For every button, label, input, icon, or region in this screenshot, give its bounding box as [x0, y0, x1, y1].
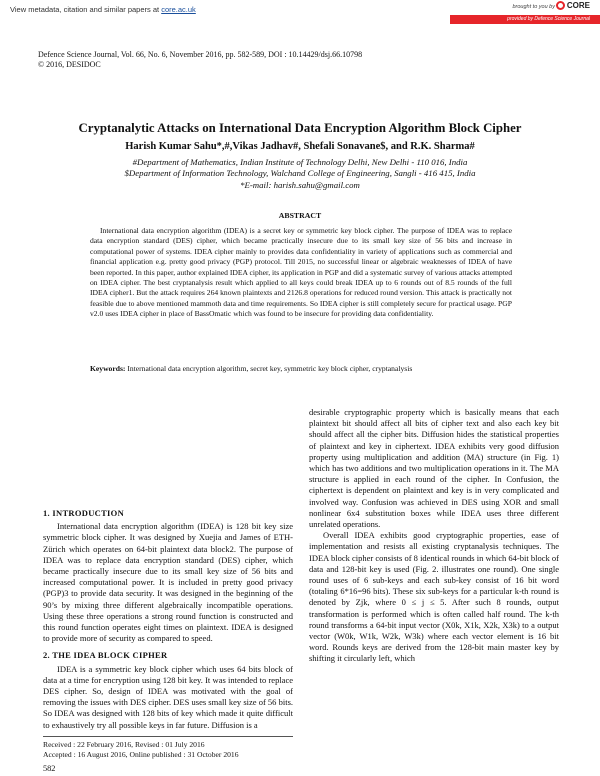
affiliation-math: #Department of Mathematics, Indian Institute of Technology Delhi, New Delhi - 110 016, India — [132, 157, 468, 167]
keywords-label: Keywords: — [90, 364, 126, 373]
section-heading-idea-block-cipher: 2. THE IDEA BLOCK CIPHER — [43, 650, 168, 661]
brought-by-text: brought to you by — [512, 4, 555, 10]
paragraph-idea-block-cipher: IDEA is a symmetric key block cipher which uses 64 bits block of data at a time for encryption using 128 bit key. It was intended to replace DES cipher. So, design of IDEA was motivated with the goal of removing the issues with DES cipher. DES uses small key size of 56 bits. So IDEA was designed with 128 bits of key which made it quite difficult to exhaustively try all possible keys in far future. Diffusion is a — [43, 663, 293, 730]
footnote-divider — [43, 736, 293, 737]
paragraph-diffusion: desirable cryptographic property which is basically means that each plaintext bit should affect all bits of cipher text and also each key bit should affect all the cipher bits. Diffusion hides the statistical properties of plaintext and key in ciphertext. IDEA exhibits very good diffusion property using multiplication and addition (MA) structure (in Fig. 1) which has two additions and two multiplication operations in it. The MA structure is applied in each round of the cipher. In Confusion, the ciphertext is dependent on plaintext and key is in very complicated and involved way. Confusion was achieved in DES using XOR and small nonlinear 6x4 substitution boxes while IDEA uses three different unrelated operations. — [309, 407, 559, 530]
author-email: *E-mail: harish.sahu@gmail.com — [240, 180, 360, 190]
abstract-heading: ABSTRACT — [278, 211, 322, 220]
keywords-list: International data encryption algorithm, secret key, symmetric key block cipher, cryptanalysis — [127, 364, 413, 373]
keywords — [90, 364, 530, 373]
page-number: 582 — [43, 764, 56, 773]
core-ring-icon — [556, 1, 565, 10]
paragraph-introduction: International data encryption algorithm (IDEA) is 128 bit key size symmetric block cipher. It was designed by Xuejia and James of ETH-Zürich which operates on 64-bit plaintext data block2. The purpose of IDEA was to replace data encryption standard (DES) cipher, which became practically insecure due to its small key size of 56 bits and increased computational power. It is included in pretty good privacy (PGP)3 to provide data security. It was designed in the beginning of the 90’s by mixing three different algebraically incompatible operations. Using these three operations a strong round function is constructed and this round function operates eight times on plaintext. IDEA is designed to provide more of security as compared to speed. — [43, 521, 293, 644]
affiliation-it: $Department of Information Technology, Walchand College of Engineering, Sangli - 416 415, India — [124, 168, 476, 178]
accepted-line: Accepted : 16 August 2016, Online published : 31 October 2016 — [43, 749, 239, 759]
citation-line: Defence Science Journal, Vol. 66, No. 6, November 2016, pp. 582-589, DOI : 10.14429/dsj.66.10798 — [38, 50, 363, 59]
abstract-text: International data encryption algorithm (IDEA) is a secret key or symmetric key block cipher. The purpose of IDEA was to replace data encryption standard (DES) cipher, which became practically insecure due to its small key size of 56 bits and increase in computational power of systems. IDEA cipher mainly to provides data confidentiality in variety of applications such as commercial and financial application e.g. pretty good privacy (PGP) protocol. Till 2015, no successful linear or algebraic weaknesses of IDEA of have been reported. In this paper, author explained IDEA cipher, its application in PGP and did a systematic survey of various attacks attempted on IDEA cipher. The best cryptanalysis result which applied to all keys could break IDEA up to 6 rounds out of 8.5 rounds of the full IDEA cipher1. But the attack requires 264 known plaintexts and 2126.8 operations for reduced round version. This attack is practically not feasible due to above mentioned mammoth data and time requirements. So IDEA cipher is still completely secure for practical usage. PGP v2.0 uses IDEA cipher in place of BassOmatic which was found to be insecure for providing data confidentiality. — [90, 226, 512, 319]
author-list: Harish Kumar Sahu*,#,Vikas Jadhav#, Shefali Sonavane$, and R.K. Sharma# — [125, 141, 475, 152]
provided-by-strip: provided by Defence Science Journal — [450, 15, 600, 24]
paragraph-rounds: Overall IDEA exhibits good cryptographic properties, ease of implementation and resists all existing cryptanalysis techniques. The IDEA block cipher consists of 8 identical rounds in which 64-bit block of data and 128-bit key is used (Fig. 2. illustrates one round). One single round uses of 6 sub-keys and each sub-key consist of 16 bit word (totaling 6*16=96 bits). These six sub-keys for a particular k-th round is denoted by Zjk, where 0 ≤ j ≤ 5. After such 8 rounds, output transformation is performed which is often called half round. The k-th round transforms a 64-bit input vector (X0k, X1k, X2k, X3k) to a output vector (W0k, W1k, W2k, W3k) where each vector element is 16 bit word. Rounds keys are derived from the 128-bit main master key by shifting it circularly left, which — [309, 530, 559, 664]
received-line: Received : 22 February 2016, Revised : 01 July 2016 — [43, 740, 205, 749]
core-link[interactable]: core.ac.uk — [161, 5, 196, 14]
paper-title: Cryptanalytic Attacks on International Data Encryption Algorithm Block Cipher — [78, 121, 522, 135]
journal-citation — [38, 50, 362, 70]
received-dates — [43, 740, 239, 760]
section-heading-introduction: 1. INTRODUCTION — [43, 508, 125, 518]
copyright-line: © 2016, DESIDOC — [38, 60, 101, 69]
body-left-column — [43, 508, 293, 731]
body-right-column — [309, 407, 559, 665]
top-banner — [0, 0, 600, 26]
metadata-link[interactable]: View metadata, citation and similar papers at core.ac.uk — [10, 5, 196, 14]
core-logo[interactable]: CORE — [556, 1, 590, 10]
